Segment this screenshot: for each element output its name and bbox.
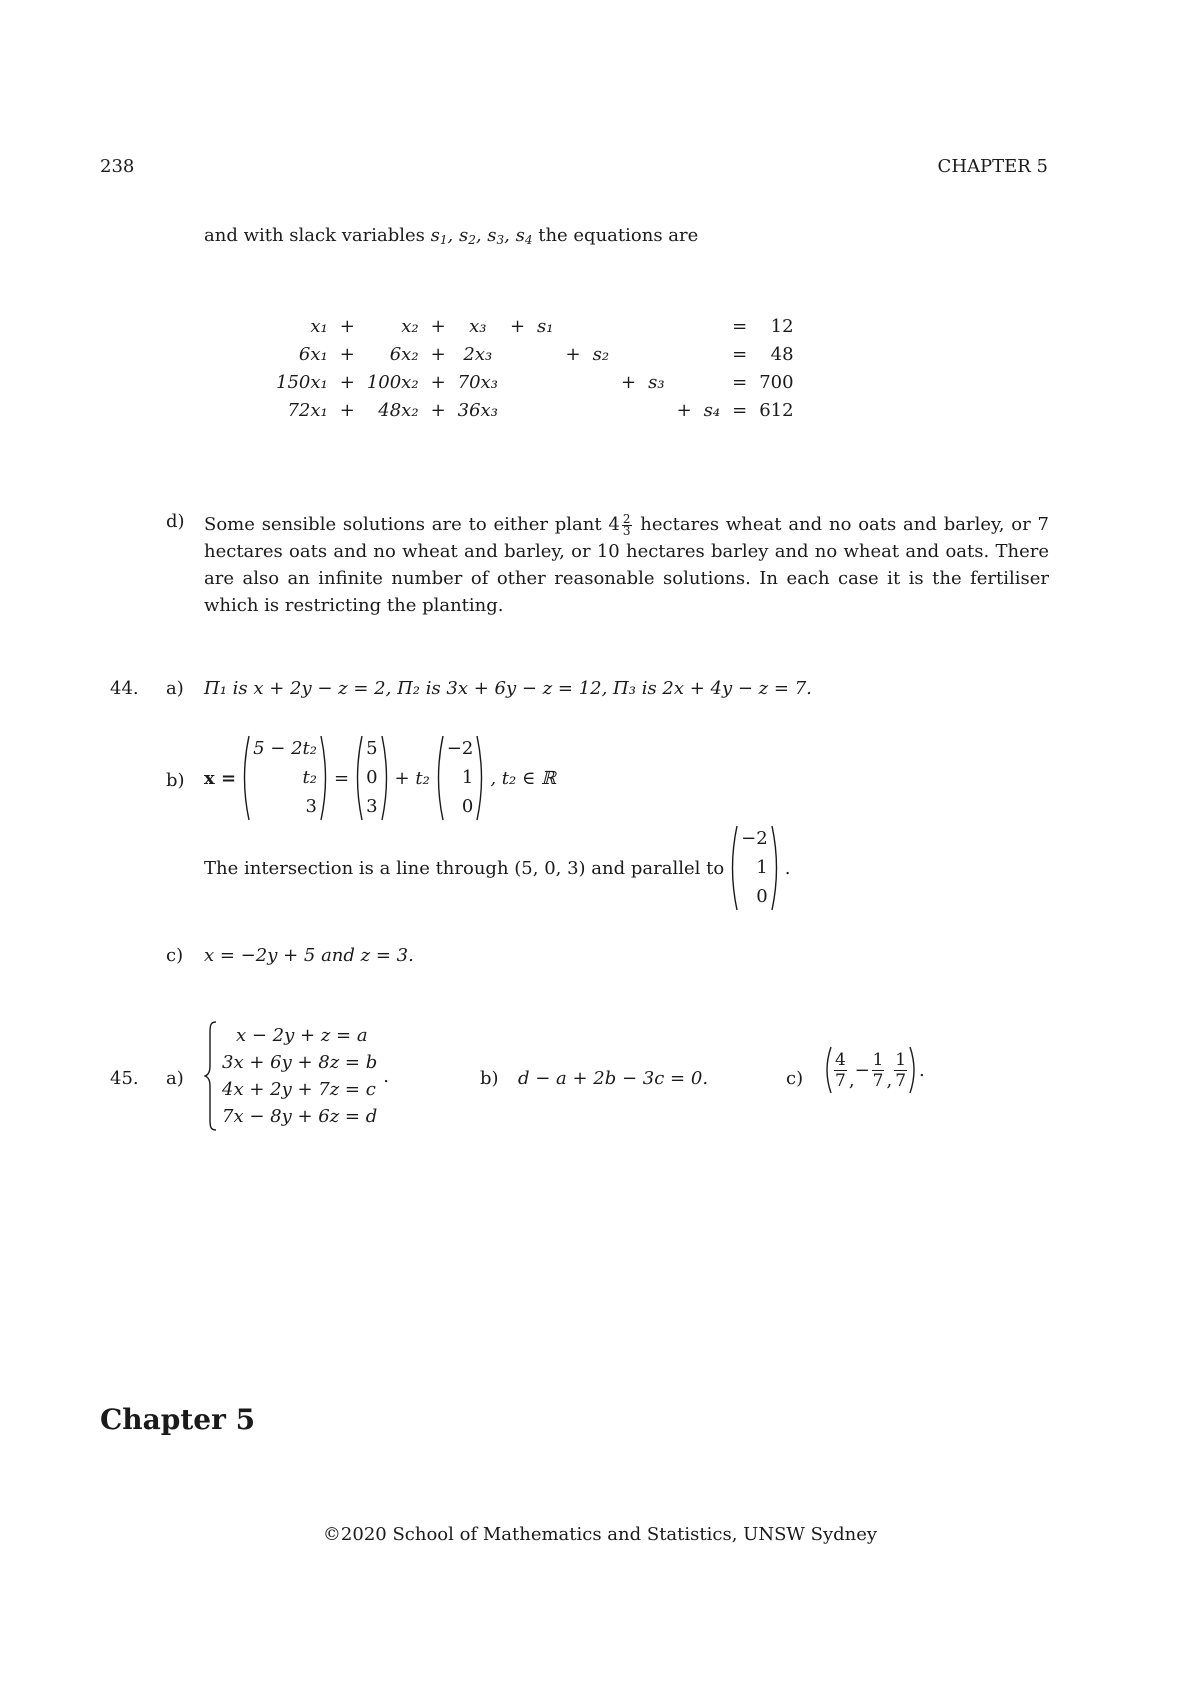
equation-cell: 70x₃ bbox=[457, 371, 498, 393]
equation-cell bbox=[698, 340, 726, 368]
intro-lead: and with slack variables bbox=[204, 225, 431, 246]
column-vector-2 bbox=[353, 735, 390, 821]
vector-entry: t₂ bbox=[302, 766, 317, 788]
left-paren-icon bbox=[353, 735, 363, 821]
equation-cell: 48 bbox=[770, 343, 794, 365]
equation-cell: x₃ bbox=[469, 315, 487, 337]
equation-cell: 48x₂ bbox=[378, 399, 419, 421]
fraction-list bbox=[832, 1050, 909, 1091]
right-paren-icon bbox=[381, 735, 391, 821]
system-line-2: 3x + 6y + 8z = b bbox=[222, 1052, 378, 1073]
equation-cell: 72x₁ bbox=[287, 399, 328, 421]
vector-entry: −2 bbox=[741, 828, 768, 850]
vector-entry: 5 − 2t₂ bbox=[253, 738, 317, 760]
equation-cell: s₁ bbox=[537, 315, 554, 337]
right-paren-icon bbox=[476, 735, 486, 821]
equation-cell: s₂ bbox=[592, 343, 610, 365]
equation-cell bbox=[504, 396, 531, 424]
system-line-1: x − 2y + z = a bbox=[236, 1025, 368, 1046]
equation-cell: + bbox=[509, 315, 526, 337]
minus-sign: − bbox=[854, 1059, 870, 1081]
left-brace-icon bbox=[204, 1020, 218, 1132]
equation-cell bbox=[559, 396, 586, 424]
right-paren-icon bbox=[320, 735, 330, 821]
equation-row bbox=[270, 396, 800, 424]
system-line-3: 4x + 2y + 7z = c bbox=[222, 1079, 376, 1100]
equation-row bbox=[270, 340, 800, 368]
equation-cell: s₄ bbox=[703, 399, 721, 421]
equation-cell: + bbox=[676, 399, 692, 421]
equation-cell bbox=[587, 312, 615, 340]
equation-cell: 6x₂ bbox=[389, 343, 419, 365]
equation-cell: = bbox=[732, 343, 748, 365]
equation-cell: = bbox=[732, 315, 748, 337]
problem-44a-planes: Π₁ is x + 2y − z = 2, Π₂ is 3x + 6y − z = 12, Π₃ is 2x + 4y − z = 7. bbox=[204, 678, 812, 699]
vector-entry: 3 bbox=[305, 795, 317, 817]
chapter-heading: Chapter 5 bbox=[100, 1403, 256, 1436]
equation-row bbox=[270, 368, 800, 396]
equation-cell: + bbox=[339, 371, 355, 393]
equation-cell bbox=[559, 368, 586, 396]
left-paren-icon bbox=[728, 825, 738, 911]
vector-x-lhs: x = bbox=[204, 767, 237, 789]
equation-cell: 150x₁ bbox=[276, 371, 328, 393]
problem-45-number: 45. bbox=[110, 1068, 139, 1089]
fraction: $\frac{2}{3}$ bbox=[622, 511, 631, 538]
right-paren-icon bbox=[909, 1046, 919, 1094]
intersection-text: The intersection is a line through (5, 0, 3) and parallel to bbox=[204, 857, 725, 879]
equation-cell: x₁ bbox=[310, 315, 328, 337]
fraction: $\frac{4}{7}$ bbox=[835, 1049, 846, 1091]
problem-45a-label: a) bbox=[166, 1068, 184, 1089]
equation-cell: 2x₃ bbox=[463, 343, 493, 365]
problem-45c-label: c) bbox=[786, 1068, 804, 1089]
equation-cell: + bbox=[339, 399, 355, 421]
equation-cell bbox=[531, 368, 559, 396]
vector-entry: 3 bbox=[366, 795, 378, 817]
intersection-statement bbox=[204, 825, 790, 911]
problem-44b-label: b) bbox=[166, 770, 185, 791]
equation-cell: = bbox=[732, 371, 748, 393]
equation-cell bbox=[642, 312, 670, 340]
equation-cell: 700 bbox=[759, 371, 794, 393]
problem-44c-answer: x = −2y + 5 and z = 3. bbox=[204, 945, 414, 966]
point-end: . bbox=[919, 1059, 925, 1081]
parameter-domain: , t₂ ∈ ℝ bbox=[490, 767, 556, 789]
vector-entry: 0 bbox=[366, 766, 378, 788]
vector-entry: 0 bbox=[756, 885, 768, 907]
problem-44c-label: c) bbox=[166, 945, 184, 966]
left-paren-icon bbox=[822, 1046, 832, 1094]
fraction: $\frac{1}{7}$ bbox=[895, 1049, 907, 1091]
equation-cell: 100x₂ bbox=[366, 371, 419, 393]
part-d-text-before: Some sensible solutions are to either plant 4 bbox=[204, 514, 620, 535]
problem-45a-system bbox=[204, 1020, 389, 1132]
equation-cell: x₂ bbox=[401, 315, 419, 337]
equation-cell: = bbox=[732, 399, 748, 421]
equation-cell: + bbox=[621, 371, 637, 393]
equation-cell bbox=[559, 312, 586, 340]
equation-cell: + bbox=[430, 315, 446, 337]
equation-cell bbox=[671, 312, 698, 340]
equation-cell: + bbox=[430, 399, 446, 421]
equation-cell: + bbox=[430, 343, 446, 365]
intersection-end: . bbox=[784, 857, 791, 879]
part-d-paragraph bbox=[204, 511, 1049, 619]
column-vector-1 bbox=[240, 735, 330, 821]
equation-row bbox=[270, 312, 800, 340]
problem-45b-answer: d − a + 2b − 3c = 0. bbox=[518, 1068, 709, 1089]
equation-cell bbox=[587, 368, 615, 396]
problem-44b-expression bbox=[204, 735, 556, 821]
part-d-text-after: hectares wheat and no oats and barley, or 7 hectares oats and no wheat and barley, or 10 hectares barley and no wheat and oats. There are also an infinite number of other reasonable solutions. In each case it is the fertiliser which is restricting the planting. bbox=[204, 514, 1049, 616]
running-head: CHAPTER 5 bbox=[937, 156, 1048, 177]
problem-44-number: 44. bbox=[110, 678, 139, 699]
part-d-label: d) bbox=[166, 511, 185, 532]
right-paren-icon bbox=[771, 825, 781, 911]
column-vector-3 bbox=[434, 735, 487, 821]
intro-tail: the equations are bbox=[532, 225, 699, 246]
page-number: 238 bbox=[100, 156, 135, 177]
problem-45c-point bbox=[822, 1046, 925, 1094]
equation-cell bbox=[615, 340, 642, 368]
equation-cell bbox=[642, 396, 670, 424]
copyright-footer: ©2020 School of Mathematics and Statistics, UNSW Sydney bbox=[322, 1524, 878, 1545]
problem-44a-label: a) bbox=[166, 678, 184, 699]
vector-entry: 0 bbox=[461, 795, 474, 817]
equation-cell: 612 bbox=[759, 399, 794, 421]
left-paren-icon bbox=[434, 735, 444, 821]
equation-cell: + bbox=[339, 315, 355, 337]
comma: , bbox=[886, 1069, 893, 1091]
direction-vector bbox=[728, 825, 781, 911]
plus-t2: + t₂ bbox=[394, 767, 430, 789]
vector-entry: 1 bbox=[461, 766, 474, 788]
equation-cell bbox=[615, 312, 642, 340]
equation-cell bbox=[671, 368, 698, 396]
equation-cell bbox=[615, 396, 642, 424]
equation-cell: + bbox=[565, 343, 581, 365]
equation-cell bbox=[531, 340, 559, 368]
equals-sign: = bbox=[333, 767, 350, 789]
equation-cell bbox=[642, 340, 670, 368]
equation-cell: 36x₃ bbox=[457, 399, 498, 421]
problem-45b-label: b) bbox=[480, 1068, 499, 1089]
equation-cell bbox=[504, 368, 531, 396]
intro-sentence: and with slack variables $s_1$, $s_2$, $s_3$, $s_4$ the equations are bbox=[204, 225, 699, 247]
vector-entry: 5 bbox=[366, 738, 378, 760]
system-line-4: 7x − 8y + 6z = d bbox=[222, 1106, 378, 1127]
equation-cell bbox=[698, 312, 726, 340]
vector-entry: −2 bbox=[446, 738, 474, 760]
vector-entry: 1 bbox=[756, 856, 768, 878]
equation-cell bbox=[587, 396, 615, 424]
equation-cell: + bbox=[339, 343, 355, 365]
fraction: $\frac{1}{7}$ bbox=[872, 1049, 884, 1091]
left-paren-icon bbox=[240, 735, 250, 821]
system-end: . bbox=[383, 1065, 389, 1087]
equation-system bbox=[270, 312, 800, 424]
equation-cell bbox=[698, 368, 726, 396]
equation-cell bbox=[504, 340, 531, 368]
equation-cell: + bbox=[430, 371, 446, 393]
equation-cell: s₃ bbox=[648, 371, 665, 393]
equation-cell: 6x₁ bbox=[298, 343, 328, 365]
equation-cell bbox=[671, 340, 698, 368]
equation-cell: 12 bbox=[770, 315, 794, 337]
comma: , bbox=[848, 1069, 855, 1091]
equation-cell bbox=[531, 396, 559, 424]
